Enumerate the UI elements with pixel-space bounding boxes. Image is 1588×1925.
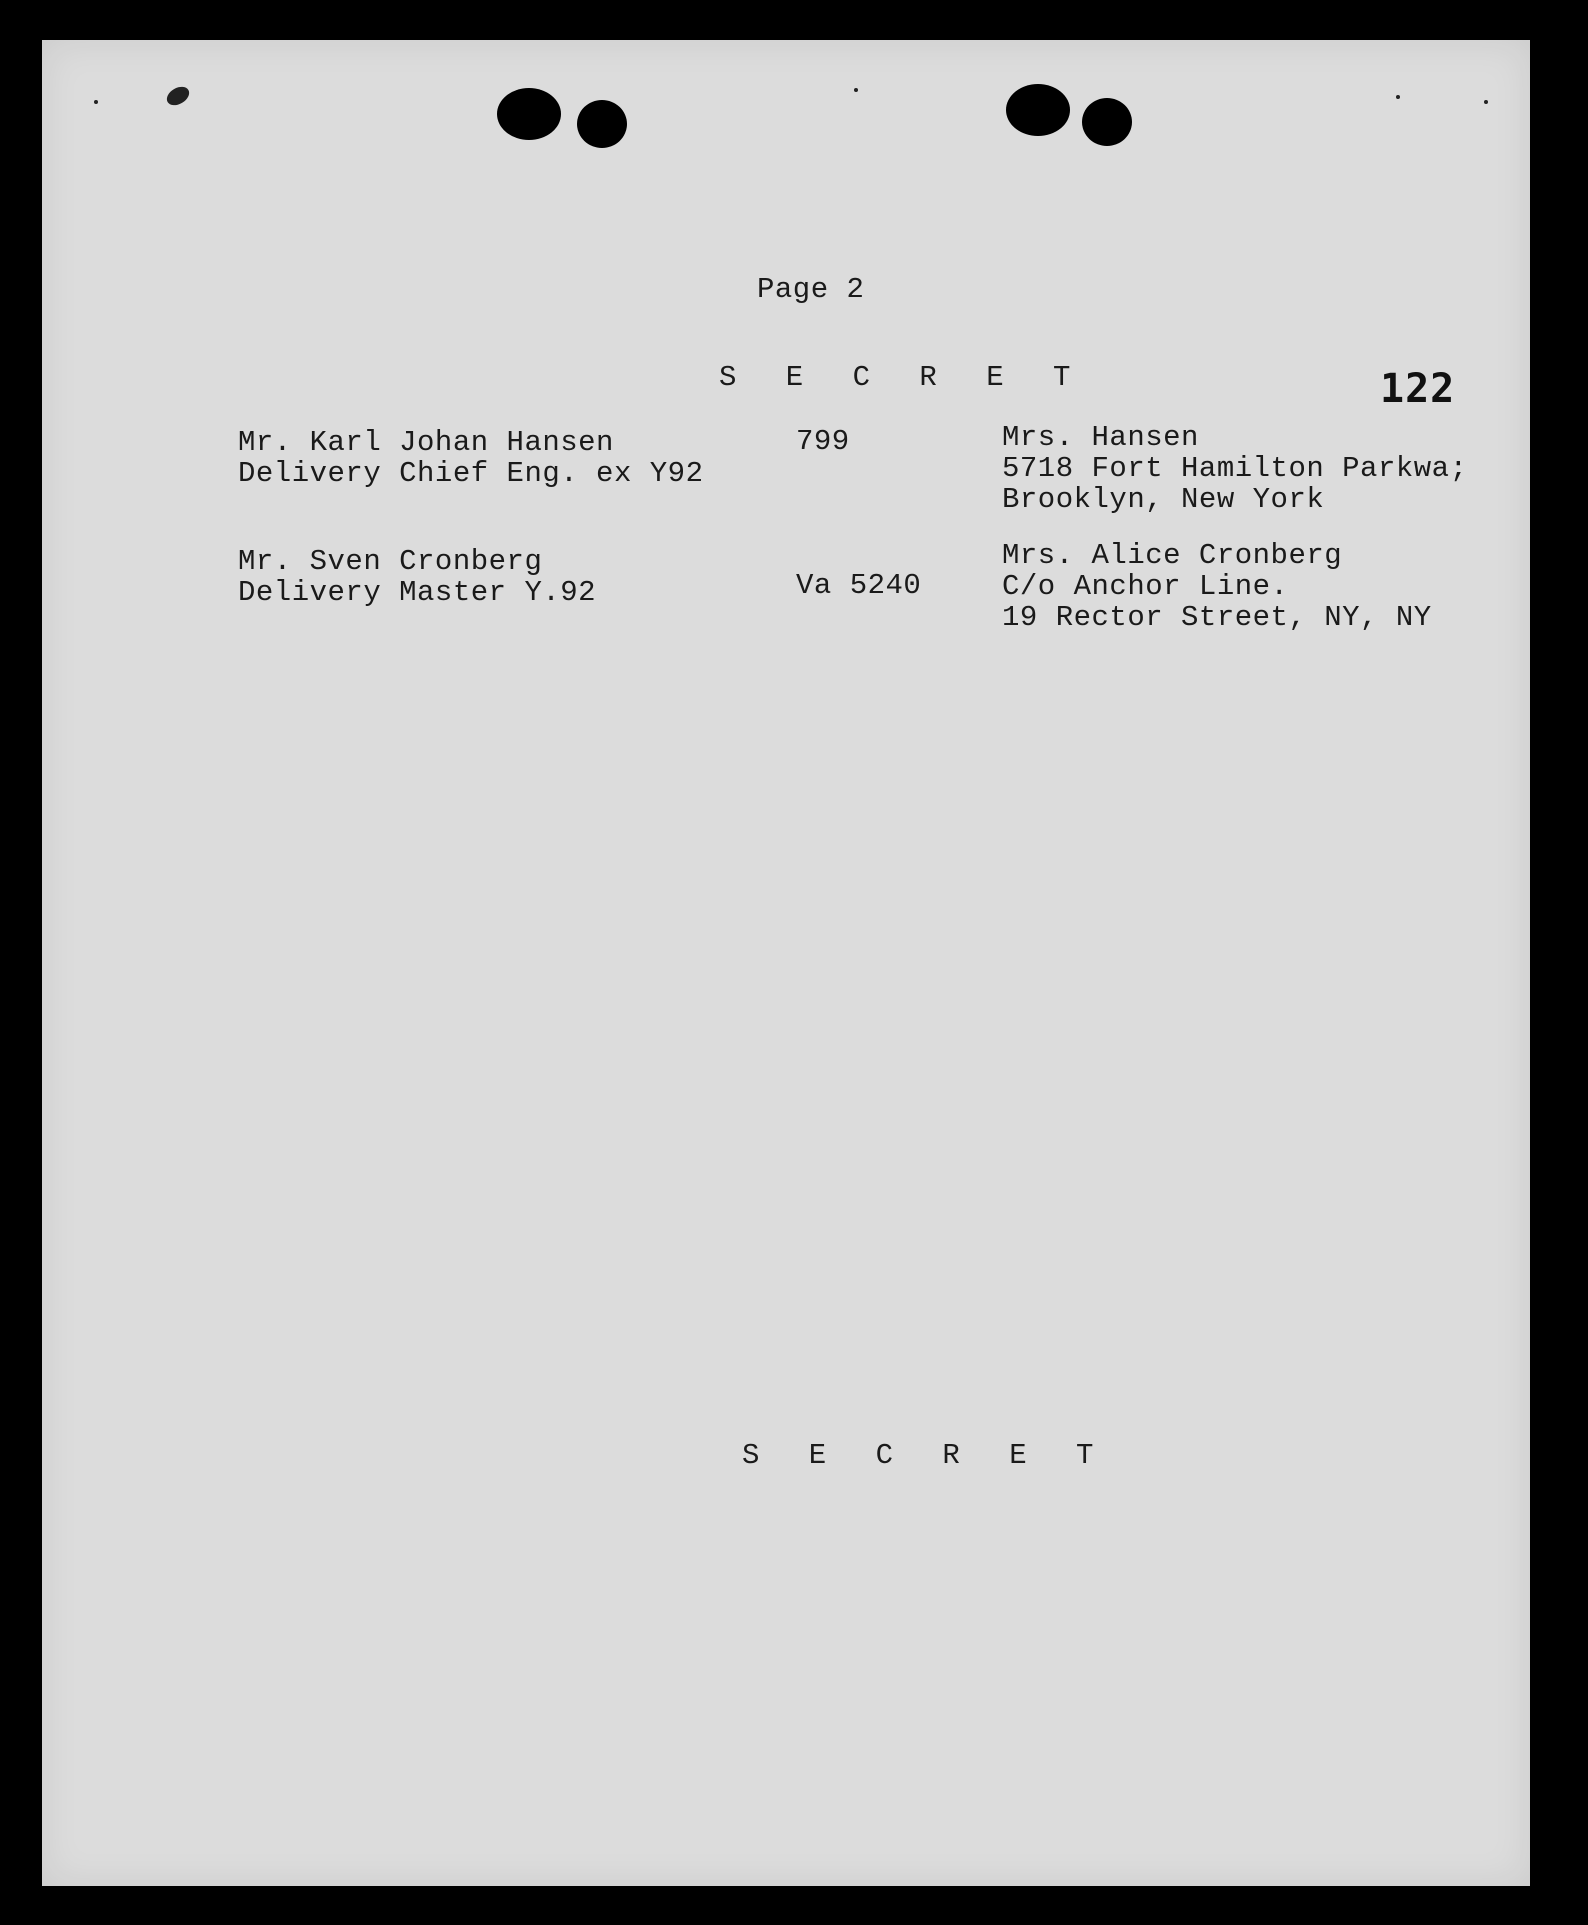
ink-mark	[164, 83, 193, 109]
entry-contact-line: Brooklyn, New York	[1002, 483, 1325, 516]
classification-top: S E C R E T	[719, 361, 1087, 394]
entry-code: Va 5240	[796, 569, 922, 602]
entry-contact-line: 19 Rector Street, NY, NY	[1002, 601, 1432, 634]
entry-name: Mr. Sven Cronberg	[238, 545, 543, 578]
stamp-number: 122	[1380, 366, 1456, 412]
ink-dot	[854, 88, 858, 92]
ink-dot	[1396, 95, 1400, 99]
punch-hole-right-small	[1082, 98, 1132, 146]
ink-dot	[1484, 100, 1488, 104]
punch-hole-left-large	[497, 88, 561, 140]
entry-name: Mr. Karl Johan Hansen	[238, 426, 614, 459]
page-label: Page 2	[757, 273, 865, 306]
entry-contact-line: 5718 Fort Hamilton Parkwa;	[1002, 452, 1468, 485]
classification-bottom: S E C R E T	[742, 1439, 1110, 1472]
entry-contact-line: C/o Anchor Line.	[1002, 570, 1289, 603]
entry-contact-line: Mrs. Hansen	[1002, 421, 1199, 454]
entry-role: Delivery Chief Eng. ex Y92	[238, 457, 704, 490]
entry-code: 799	[796, 425, 850, 458]
punch-hole-left-small	[577, 100, 627, 148]
document-page	[42, 40, 1530, 1886]
ink-dot	[94, 100, 98, 104]
punch-hole-right-large	[1006, 84, 1070, 136]
entry-contact-line: Mrs. Alice Cronberg	[1002, 539, 1343, 572]
entry-role: Delivery Master Y.92	[238, 576, 597, 609]
